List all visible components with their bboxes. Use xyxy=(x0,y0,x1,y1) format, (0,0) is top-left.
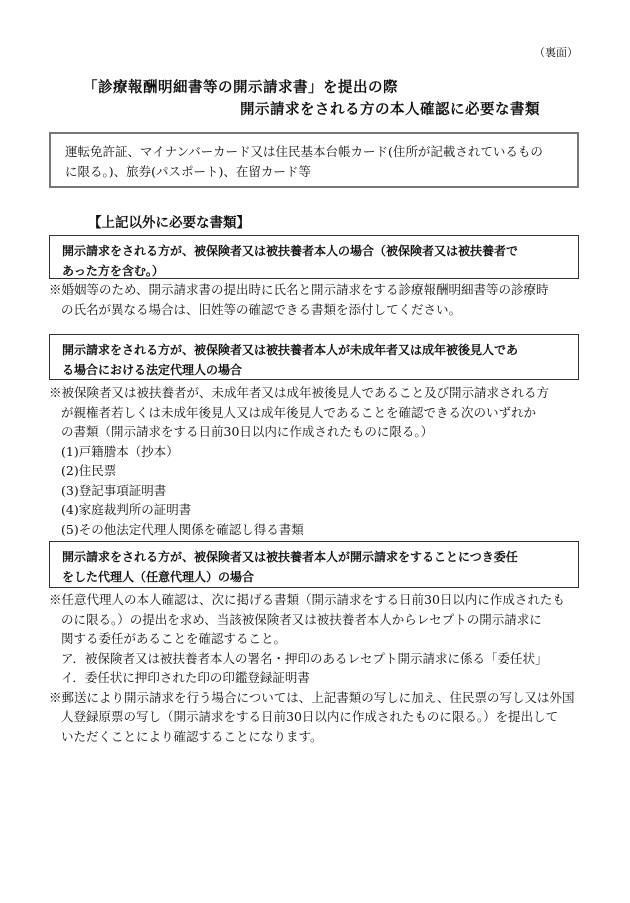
mail-note-line: ※郵送により開示請求を行う場合については、上記書類の写しに加え、住民票の写し又は外国 xyxy=(49,689,575,705)
list-item: (3)登記事項証明書 xyxy=(61,482,167,498)
mail-note-line: いただくことにより確認することになります。 xyxy=(61,728,323,744)
case2-note xyxy=(49,383,583,539)
title-line-2: 開示請求をされる方の本人確認に必要な書類 xyxy=(240,102,540,118)
title-line-1: 「診療報酬明細書等の開示請求書」を提出の際 xyxy=(83,80,398,96)
note-line: ※任意代理人の本人確認は、次に掲げる書類（開示請求をする日前30日以内に作成されたも xyxy=(49,592,565,607)
additional-heading: 【上記以外に必要な書類】 xyxy=(88,215,250,231)
list-item: イ．委任状に押印された印の印鑑登録証明書 xyxy=(61,670,310,685)
note-line: ※被保険者又は被扶養者が、未成年者又は成年被後見人であること及び開示請求される方 xyxy=(49,385,550,400)
case3-heading-box xyxy=(49,541,579,588)
note-line: のに限る。）の提出を求め、当該被保険者又は被扶養者本人からレセプトの開示請求に xyxy=(61,611,542,627)
case1-note xyxy=(49,280,583,319)
note-line: の氏名が異なる場合は、旧姓等の確認できる書類を添付してください。 xyxy=(61,301,462,317)
list-item: ア．被保険者又は被扶養者本人の署名・押印のあるレセプト開示請求に係る「委任状」 xyxy=(61,650,548,666)
case3-heading-line: をした代理人（任意代理人）の場合 xyxy=(62,570,255,584)
list-item: (2)住民票 xyxy=(61,463,117,478)
case3-note xyxy=(49,590,583,746)
list-item: (1)戸籍謄本（抄本） xyxy=(61,443,179,459)
case2-heading-line: 開示請求をされる方が、被保険者又は被扶養者本人が未成年者又は成年被後見人であ xyxy=(62,343,519,357)
id-documents-line: に限る。)、旅券(パスポート)、在留カード等 xyxy=(65,164,311,179)
case2-heading-box xyxy=(49,334,579,380)
list-item: (4)家庭裁判所の証明書 xyxy=(61,502,192,517)
page-label: （裏面） xyxy=(534,46,578,59)
note-line: の書類（開示請求をする日前30日以内に作成されたものに限る。） xyxy=(61,424,434,439)
mail-note-line: 人登録原票の写し（開示請求をする日前30日以内に作成されたものに限る。）を提出して xyxy=(61,709,559,724)
id-documents-box xyxy=(49,132,579,188)
note-line: ※婚姻等のため、開示請求書の提出時に氏名と開示請求をする診療報酬明細書等の診療時 xyxy=(49,282,549,297)
case1-heading-line: 開示請求をされる方が、被保険者又は被扶養者本人の場合（被保険者又は被扶養者で xyxy=(62,244,519,258)
case3-heading-line: 開示請求をされる方が、被保険者又は被扶養者本人が開示請求をすることにつき委任 xyxy=(62,550,518,564)
id-documents-line: 運転免許証、マイナンバーカード又は住民基本台帳カード(住所が記載されているもの xyxy=(65,144,543,159)
note-line: が親権者若しくは未成年後見人又は成年後見人であることを確認できる次のいずれか xyxy=(61,404,537,420)
case1-heading-box xyxy=(49,235,579,279)
list-item: (5)その他法定代理人関係を確認し得る書類 xyxy=(61,521,304,537)
note-line: 関する委任があることを確認すること。 xyxy=(61,631,287,646)
case1-heading-line: あった方を含む。） xyxy=(62,264,164,278)
case2-heading-line: る場合における法定代理人の場合 xyxy=(62,363,243,377)
